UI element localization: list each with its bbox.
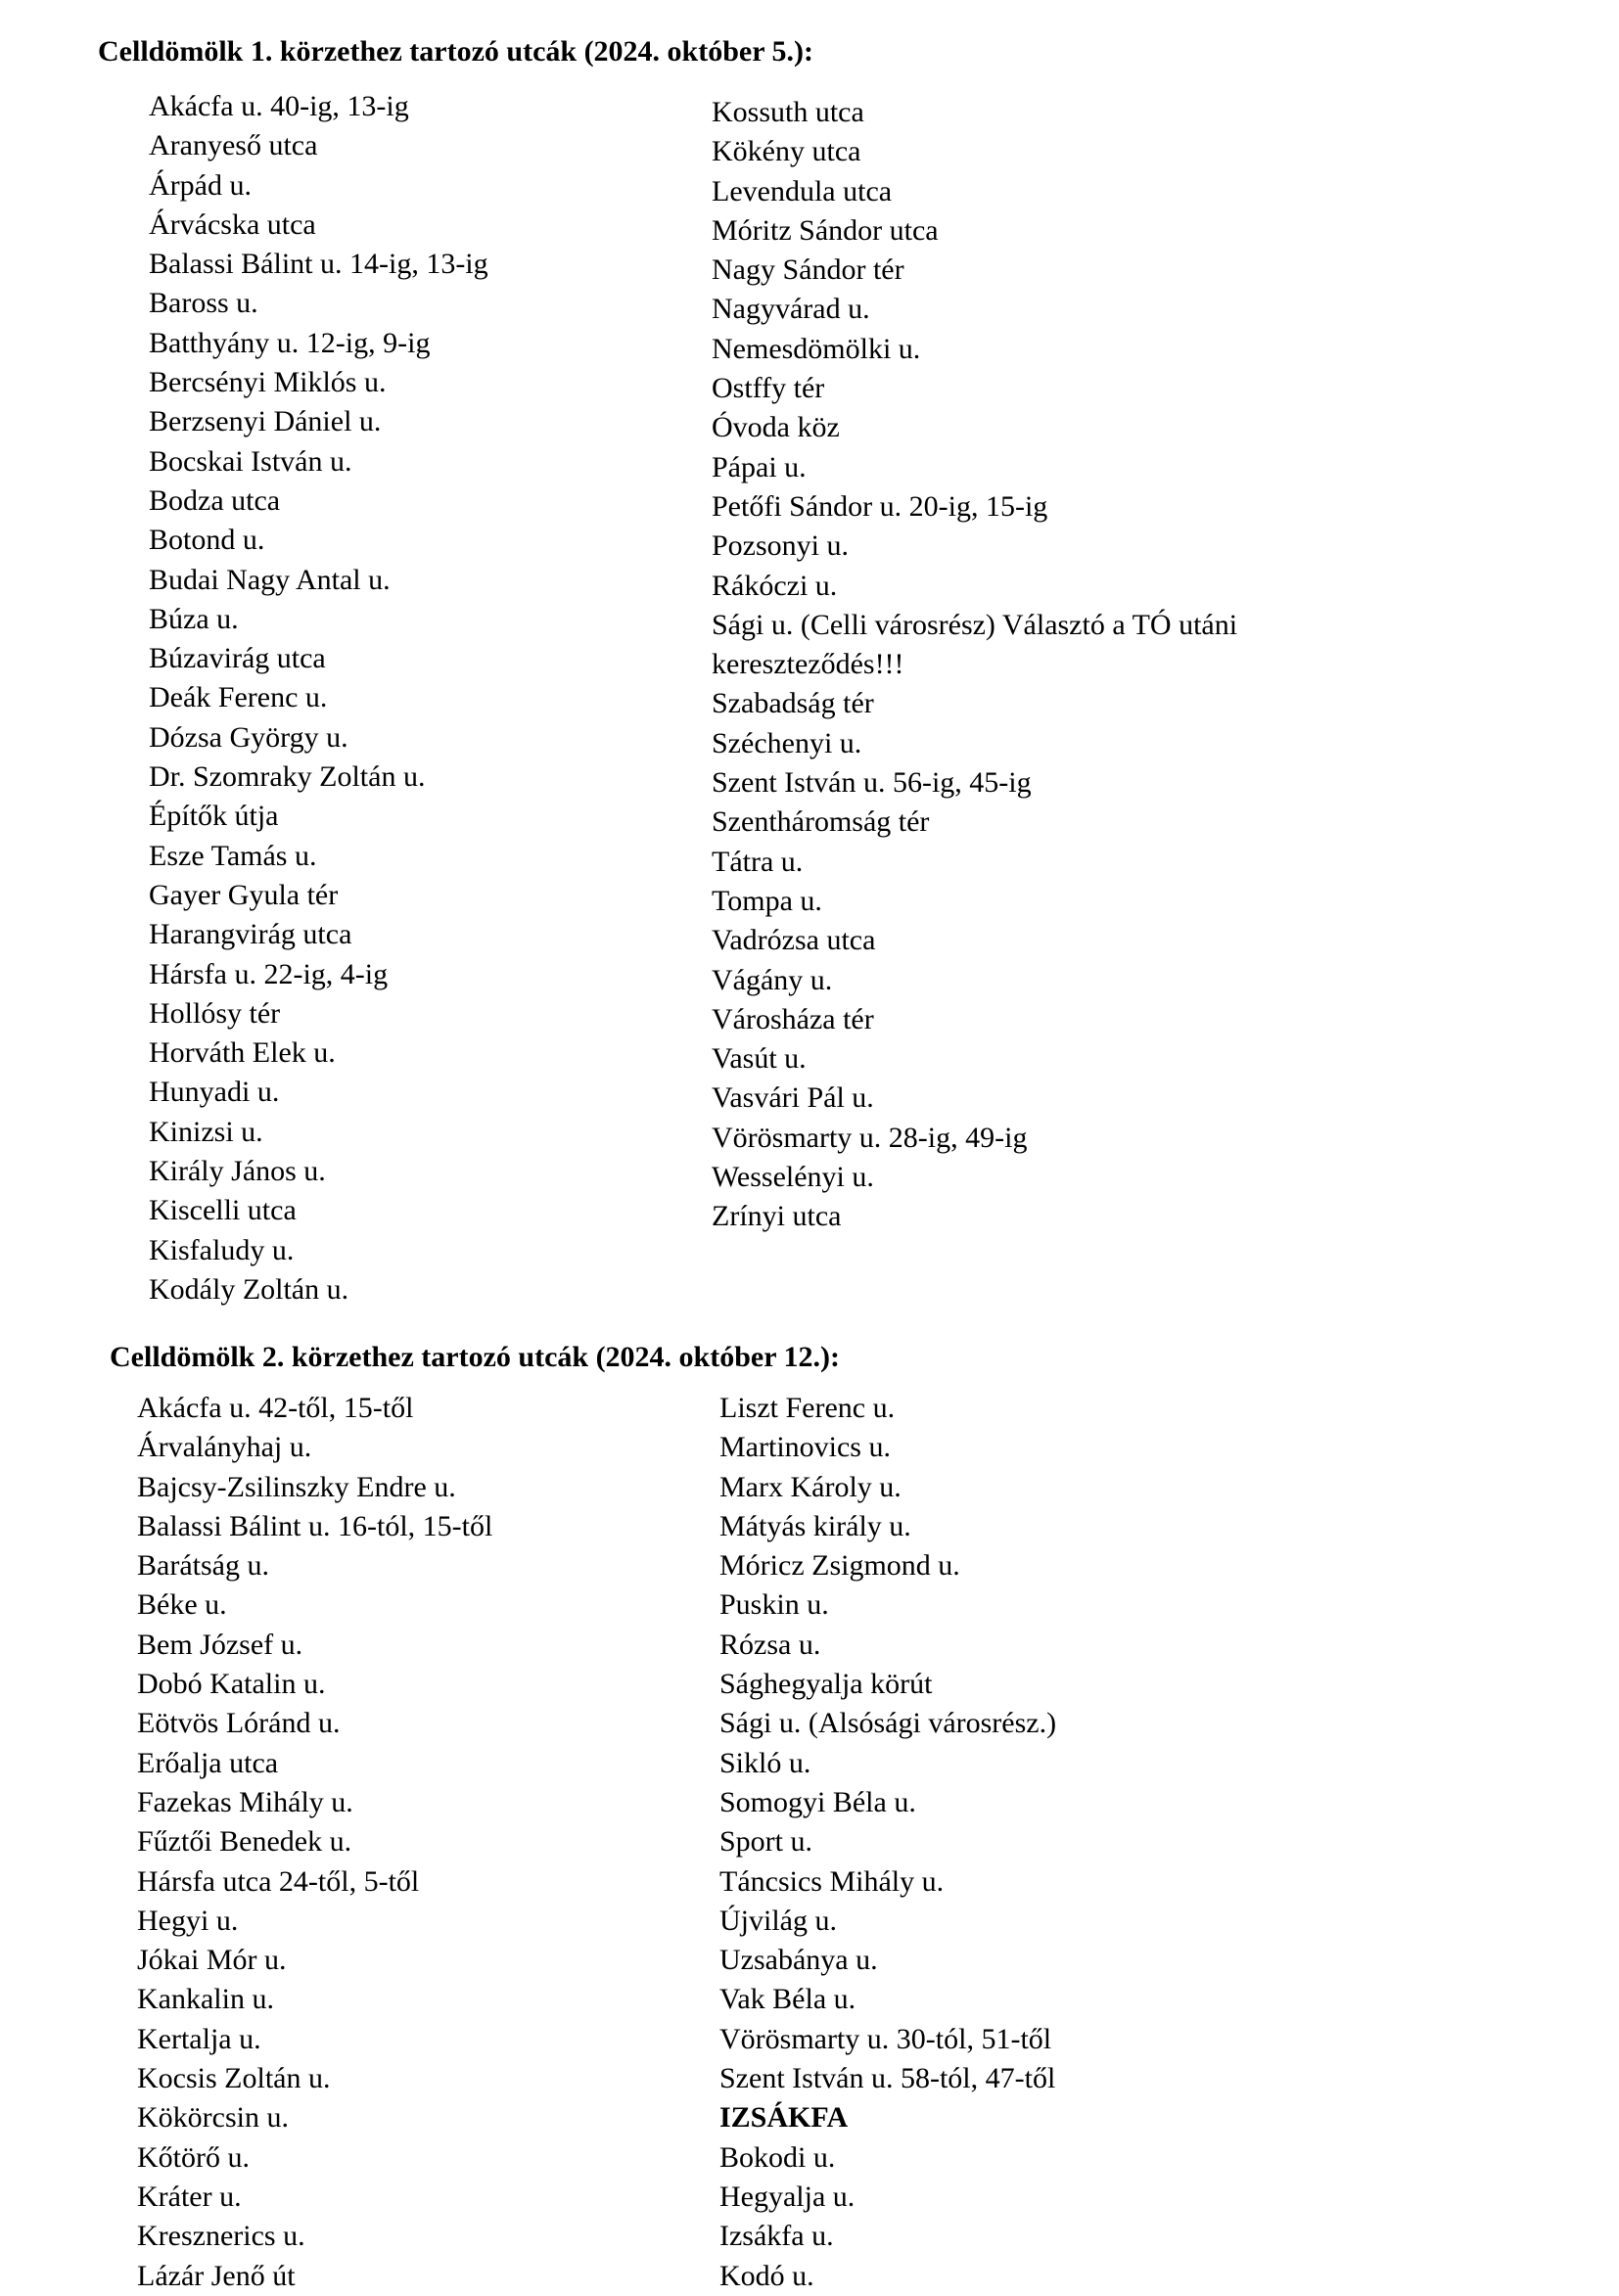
- street-list-item: Erőalja utca: [137, 1746, 279, 1779]
- street-list-item: Vasút u.: [712, 1042, 807, 1076]
- section-2-heading: Celldömölk 2. körzethez tartozó utcák (2024. október 12.):: [110, 1341, 840, 1373]
- street-list-item: Vadrózsa utca: [712, 924, 876, 957]
- street-list-item: Sikló u.: [719, 1746, 811, 1779]
- street-list-item: Hársfa utca 24-től, 5-től: [137, 1864, 420, 1898]
- street-list-item: Zrínyi utca: [712, 1200, 842, 1233]
- street-list-item: Pozsonyi u.: [712, 529, 850, 563]
- street-list-item: Barátság u.: [137, 1549, 269, 1583]
- street-list-item: Sági u. (Celli városrész) Választó a TÓ utáni: [712, 608, 1238, 641]
- street-list-item: Mátyás király u.: [719, 1509, 911, 1542]
- street-list-item: Hollósy tér: [149, 996, 281, 1030]
- street-list-item: Martinovics u.: [719, 1431, 891, 1464]
- street-list-item: Liszt Ferenc u.: [719, 1392, 896, 1424]
- street-list-item: Táncsics Mihály u.: [719, 1864, 945, 1898]
- street-list-item: Nagyvárad u.: [712, 293, 870, 326]
- street-list-item: Dózsa György u.: [149, 720, 348, 754]
- section-1-street-list-right: [712, 93, 1237, 1237]
- street-list-item: Kossuth utca: [712, 96, 864, 128]
- street-list-item: Puskin u.: [719, 1588, 829, 1622]
- street-list-item: Gayer Gyula tér: [149, 878, 339, 911]
- street-list-item: Rákóczi u.: [712, 569, 838, 602]
- street-list-item: Szabadság tér: [712, 687, 874, 720]
- street-list-item: Király János u.: [149, 1155, 326, 1188]
- street-list-item: Aranyeső utca: [149, 129, 318, 162]
- street-list-item: Fűztői Benedek u.: [137, 1825, 352, 1859]
- street-list-item: Berzsenyi Dániel u.: [149, 405, 382, 438]
- street-list-item: Fazekas Mihály u.: [137, 1785, 353, 1818]
- subsection-heading: IZSÁKFA: [719, 2101, 849, 2135]
- street-list-item: Árvácska utca: [149, 207, 316, 241]
- street-list-item: Kankalin u.: [137, 1983, 274, 2016]
- street-list-item: Akácfa u. 40-ig, 13-ig: [149, 90, 409, 122]
- street-list-item: Kresznerics u.: [137, 2220, 305, 2253]
- street-list-item: Kodó u.: [719, 2259, 814, 2292]
- street-list-item: Bajcsy-Zsilinszky Endre u.: [137, 1470, 456, 1503]
- street-list-item: Budai Nagy Antal u.: [149, 563, 391, 596]
- street-list-item: Sport u.: [719, 1825, 813, 1859]
- street-list-item: Szent István u. 58-tól, 47-től: [719, 2062, 1056, 2095]
- street-list-item: Bercsényi Miklós u.: [149, 366, 387, 399]
- street-list-item: Hegyalja u.: [719, 2180, 856, 2213]
- street-list-item: Hegyi u.: [137, 1904, 239, 1937]
- street-list-item: Petőfi Sándor u. 20-ig, 15-ig: [712, 489, 1048, 523]
- street-list-item: Rózsa u.: [719, 1628, 821, 1661]
- street-list-item: Kisfaludy u.: [149, 1233, 295, 1266]
- street-list-item: Kökörcsin u.: [137, 2101, 289, 2135]
- street-list-item: Dobó Katalin u.: [137, 1668, 326, 1701]
- street-list-item: Kodály Zoltán u.: [149, 1272, 349, 1306]
- street-list-item: Béke u.: [137, 1588, 227, 1622]
- street-list-item: Vak Béla u.: [719, 1983, 856, 2016]
- street-list-item: Városháza tér: [712, 1002, 874, 1035]
- street-list-item: Árvalányhaj u.: [137, 1431, 312, 1464]
- section-1-street-list-left: [149, 87, 488, 1309]
- street-list-item: Nemesdömölki u.: [712, 332, 921, 365]
- street-list-item: Akácfa u. 42-től, 15-től: [137, 1392, 414, 1424]
- section-2-street-list-right: [719, 1389, 1056, 2296]
- street-list-item: Horváth Elek u.: [149, 1036, 336, 1070]
- street-list-item: Móricz Zsigmond u.: [719, 1549, 960, 1583]
- street-list-item: Pápai u.: [712, 450, 807, 483]
- street-list-item: Wesselényi u.: [712, 1161, 874, 1194]
- street-list-item: Jókai Mór u.: [137, 1944, 287, 1977]
- street-list-item: Szent István u. 56-ig, 45-ig: [712, 766, 1032, 800]
- street-list-item: Eötvös Lóránd u.: [137, 1707, 341, 1740]
- street-list-item: Marx Károly u.: [719, 1470, 902, 1503]
- street-list-item: Bodza utca: [149, 483, 281, 517]
- street-list-item: Kőtörő u.: [137, 2140, 250, 2174]
- street-list-item: Vörösmarty u. 28-ig, 49-ig: [712, 1121, 1028, 1154]
- street-list-item: Széchenyi u.: [712, 726, 862, 759]
- street-list-item: Sági u. (Alsósági városrész.): [719, 1707, 1057, 1740]
- street-list-item: Esze Tamás u.: [149, 839, 317, 872]
- section-2-street-list-left: [137, 1389, 492, 2296]
- street-list-item: Hársfa u. 22-ig, 4-ig: [149, 957, 389, 990]
- street-list-item: Vágány u.: [712, 963, 833, 996]
- street-list-item: Sághegyalja körút: [719, 1668, 933, 1701]
- street-list-item: Dr. Szomraky Zoltán u.: [149, 760, 426, 794]
- street-list-item: Óvoda köz: [712, 411, 840, 444]
- street-list-item: Levendula utca: [712, 174, 893, 207]
- street-list-item: Somogyi Béla u.: [719, 1785, 916, 1818]
- street-list-item: Kocsis Zoltán u.: [137, 2062, 331, 2095]
- street-list-item: Izsákfa u.: [719, 2220, 834, 2253]
- street-list-item: Kökény utca: [712, 135, 861, 168]
- street-list-item: Kiscelli utca: [149, 1194, 297, 1227]
- street-list-item: Szentháromság tér: [712, 805, 930, 839]
- street-list-item: Bokodi u.: [719, 2140, 836, 2174]
- street-list-item: Nagy Sándor tér: [712, 253, 904, 287]
- street-list-item: Árpád u.: [149, 168, 252, 202]
- street-list-item: Bem József u.: [137, 1628, 303, 1661]
- street-list-item: kereszteződés!!!: [712, 648, 904, 681]
- street-list-item: Balassi Bálint u. 14-ig, 13-ig: [149, 248, 488, 281]
- street-list-item: Vasvári Pál u.: [712, 1081, 874, 1115]
- street-list-item: Kráter u.: [137, 2180, 242, 2213]
- street-list-item: Móritz Sándor utca: [712, 213, 939, 247]
- street-list-item: Kinizsi u.: [149, 1115, 263, 1148]
- street-list-item: Botond u.: [149, 524, 265, 557]
- street-list-item: Hunyadi u.: [149, 1076, 280, 1109]
- street-list-item: Lázár Jenő út: [137, 2259, 296, 2292]
- street-list-item: Vörösmarty u. 30-tól, 51-től: [719, 2022, 1052, 2055]
- street-list-item: Építők útja: [149, 800, 279, 833]
- street-list-item: Újvilág u.: [719, 1904, 837, 1937]
- section-1-heading: Celldömölk 1. körzethez tartozó utcák (2024. október 5.):: [98, 35, 813, 68]
- street-list-item: Tompa u.: [712, 884, 822, 917]
- street-list-item: Ostffy tér: [712, 372, 825, 405]
- street-list-item: Búza u.: [149, 602, 239, 635]
- street-list-item: Balassi Bálint u. 16-tól, 15-től: [137, 1509, 493, 1542]
- street-list-item: Bocskai István u.: [149, 444, 352, 478]
- street-list-item: Búzavirág utca: [149, 642, 326, 675]
- street-list-item: Uzsabánya u.: [719, 1944, 878, 1977]
- street-list-item: Batthyány u. 12-ig, 9-ig: [149, 326, 431, 359]
- street-list-item: Baross u.: [149, 287, 258, 320]
- street-list-item: Deák Ferenc u.: [149, 681, 328, 714]
- street-list-item: Harangvirág utca: [149, 918, 352, 951]
- street-list-item: Kertalja u.: [137, 2022, 261, 2055]
- street-list-item: Tátra u.: [712, 845, 804, 878]
